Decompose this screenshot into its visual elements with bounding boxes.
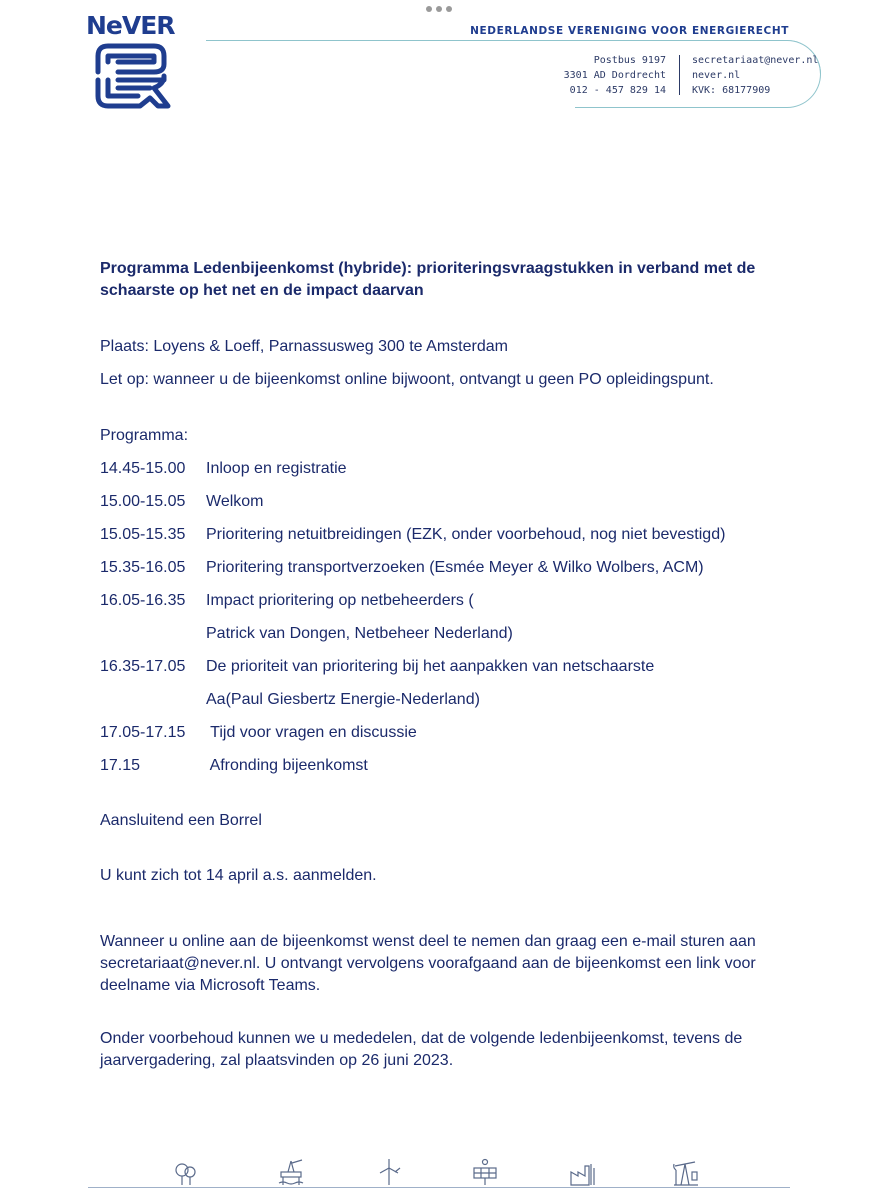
- address-line: 3301 AD Dordrecht: [563, 70, 666, 81]
- oil-platform-icon: [278, 1158, 304, 1186]
- footer-divider: [88, 1187, 790, 1188]
- closing-text: Onder voorbehoud kunnen we u mededelen, dat de volgende ledenbijeenkomst, tevens de jaarvergadering, zal plaatsvinden op 26 juni 2023.: [100, 1030, 743, 1069]
- schedule-row: [100, 590, 790, 645]
- programma-label: Programma:: [100, 427, 189, 444]
- pumpjack-icon: [673, 1158, 699, 1186]
- logo-text: NeVER: [86, 11, 175, 40]
- online-text: Wanneer u online aan de bijeenkomst wenst deel te nemen dan graag een e-mail sturen aan secretariaat@never.nl. U ontvangt vervolgens voorafgaand aan de bijeenkomst een link voor deelname via Microsoft Teams.: [100, 933, 756, 994]
- schedule-time: 15.05-15.35: [100, 526, 186, 543]
- org-name: NEDERLANDSE VERENIGING VOOR ENERGIERECHT: [470, 25, 789, 37]
- solar-panel-icon: [472, 1158, 498, 1186]
- schedule-row: [100, 557, 790, 579]
- schedule-row: [100, 491, 790, 513]
- address-line: Postbus 9197: [593, 55, 666, 66]
- kvk-number: KVK: 68177909: [692, 85, 771, 96]
- factory-icon: [569, 1158, 595, 1186]
- schedule-line: Aa(Paul Giesbertz Energie-Nederland): [206, 691, 480, 708]
- schedule-row: [100, 755, 790, 777]
- schedule-time: 15.00-15.05: [100, 493, 186, 510]
- wind-turbine-icon: [376, 1158, 402, 1186]
- schedule-activity: [206, 590, 790, 645]
- email-link[interactable]: secretariaat@never.nl: [692, 55, 819, 66]
- contact-separator: [679, 55, 680, 95]
- schedule-activity: Afronding bijeenkomst: [206, 757, 368, 774]
- schedule-line: Patrick van Dongen, Netbeheer Nederland): [206, 625, 513, 642]
- never-logo: [86, 12, 178, 112]
- schedule-activity: Inloop en registratie: [206, 460, 347, 477]
- contact-info: [692, 53, 818, 98]
- schedule-activity: [206, 656, 790, 711]
- more-options-icon[interactable]: [426, 6, 452, 12]
- postal-address: [564, 53, 666, 98]
- logo-emblem-icon: [88, 42, 174, 110]
- schedule-row: [100, 524, 790, 546]
- schedule-time: 14.45-15.00: [100, 460, 186, 477]
- schedule-line: De prioriteit van prioritering bij het aanpakken van netschaarste: [206, 658, 655, 675]
- register-text: U kunt zich tot 14 april a.s. aanmelden.: [100, 867, 377, 884]
- borrel-text: Aansluitend een Borrel: [100, 812, 262, 829]
- schedule-line: Impact prioritering op netbeheerders (: [206, 592, 474, 609]
- location-text: Plaats: Loyens & Loeff, Parnassusweg 300 te Amsterdam: [100, 338, 508, 355]
- schedule-activity: Prioritering netuitbreidingen (EZK, onder voorbehoud, nog niet bevestigd): [206, 526, 726, 543]
- note-text: Let op: wanneer u de bijeenkomst online bijwoont, ontvangt u geen PO opleidingspunt.: [100, 371, 714, 388]
- schedule-row: [100, 722, 790, 744]
- website-link[interactable]: never.nl: [692, 70, 741, 81]
- schedule-time: 15.35-16.05: [100, 559, 186, 576]
- schedule-activity: Welkom: [206, 493, 264, 510]
- document-body: [100, 258, 790, 1072]
- page-title: Programma Ledenbijeenkomst (hybride): prioriteringsvraagstukken in verband met de schaarste op het net en de impact daarvan: [100, 260, 756, 299]
- schedule-time: 17.15: [100, 757, 141, 774]
- schedule-time: 17.05-17.15: [100, 724, 186, 741]
- schedule-time: 16.05-16.35: [100, 592, 186, 609]
- schedule-row: [100, 656, 790, 711]
- phone-number: 012 - 457 829 14: [569, 85, 666, 96]
- schedule-row: [100, 458, 790, 480]
- schedule-activity: Prioritering transportverzoeken (Esmée Meyer & Wilko Wolbers, ACM): [206, 559, 704, 576]
- schedule-activity: Tijd voor vragen en discussie: [206, 724, 417, 741]
- schedule-time: 16.35-17.05: [100, 658, 186, 675]
- tree-icon: [173, 1158, 199, 1186]
